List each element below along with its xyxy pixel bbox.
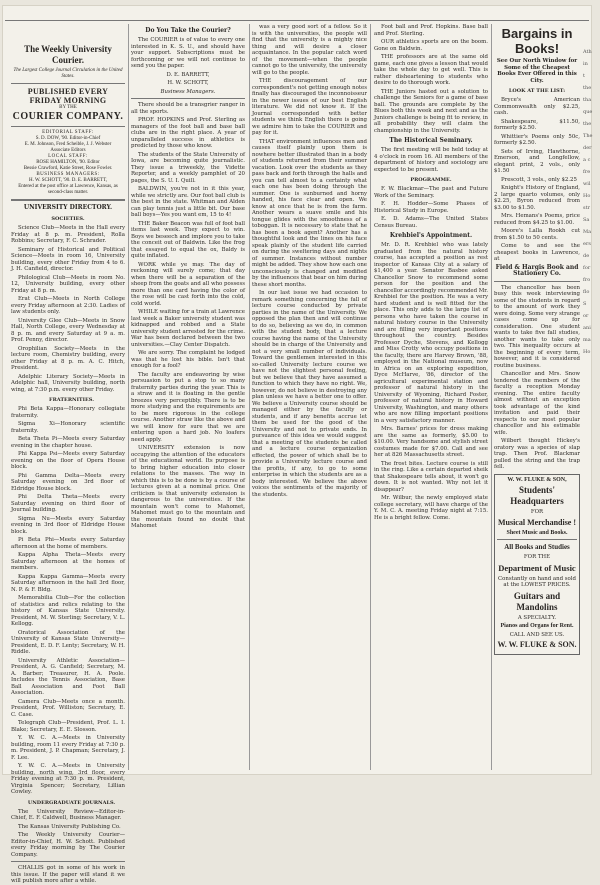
article-paragraph: There should be a transgrier ranger in all the sports. [131,102,245,115]
directory-entry: Science Club—Meets in the Hall every Friday at 8 p. m. President, Rolla Robbins; Secretary, F. C. Schrader. [11,225,125,244]
directory-entry: Phi Beta Kappa—Honorary collegiate fraternity. [11,406,125,419]
article-paragraph: Mr. D. R. Krehbiel who was lately graduated from the natural history course, has accepted a position as rest inspector of Kansas City at a salary of $1,400 a year. Senator Basbee asked Chancellor Snow to recommend some person for the position and the chancellor accordingly recommended Mr. Krehbiel for the position. He was a very hard student and is well fitted for the place. This only adds to the large list of persons who have taken the course in natural history course in the University and are filling very important positions throughout the country. Besides Professor Dyche, Stevens, and Kellogg and Miss Crotty who occupy positions in the faculty, there are Harvey Brown, '88, employed in the National museum, now in Africa on an exploring expedition, Dyce McHarve, '86, director of the agricultural experimental station and professor of natural history in the University of Wyoming, Richard Foster, professor of natural history in Howard University, Washington, and many others who are now filling important positions in a very satisfactory manner. [374,242,488,424]
directory-entry: Phi Gamma Delta—Meets every Saturday evening on 3rd floor of Eldridge House block. [11,472,125,492]
directory-entry: Phi Delta Theta—Meets every Saturday evening on third floor of Journal building. [11,494,125,513]
directory-entry: Camera Club—Meets once a month. President, Prof. Williston; Secretary, E. C. Case. [11,698,125,718]
directory-entry: Adelphic Literary Society—Meets in Adelphic hall, University building, north wing, at 7:30 p.m. every other Friday. [11,373,125,393]
article-paragraph: THE Baker Beacon was full of foot ball items last week. They expect to win. Boys we beseech and implore you to take the conceit out of Baldwin. Like the frog that essayed to equal the ox, Baldy is quite inflated. [131,220,245,259]
article-paragraph: WHILE waiting for a train at Lawrence last week a Baker university student was kidnapped and robbed and a State university student arrested for the crime. War has been declared between the two universities.—Clay Center Dispatch. [131,309,245,348]
article-paragraph: THAT environment influences men and causes itself plainly upon them is nowhere better illustrated than in a body of students returned from their summer vacation. Look over the students as they pass back and forth through the halls and you can tell almost to a certainty what each one has been doing through the summer. One is sunburned and horny handed, his face clear and open. We know at once that he is from the farm. Another wears a suave smile and his tongue glides with the smoothness of a toboggan. It is necessary to state that he has been a book agent? Another has a thoughtful look and the lines on his face speak plainly of the student life carried on during the sweltering days and nights of summer. Instances without number might be added. They show how each one unconsciously is changed and modified by the influences that bear on him during these short months. [252,138,367,288]
krehbiel-head: Krehbiel's Appointment. [389,232,473,239]
directory-entry: The Kansas University Publishing Co. [18,823,121,830]
article-paragraph: THE professors are at the same old game, each one gives a lesson that would take the whole day to get well. This is rather disheartening to students who desire to do thorough work. [374,54,488,86]
fluke-musical: Musical Merchandise ! [497,517,577,527]
column-divider [249,24,250,770]
fluke-for: FOR [530,509,544,515]
strip-fragment: ers [583,241,591,247]
directory-entry: Beta Theta Pi—Meets every Saturday evening in the chapter house. [11,436,125,449]
published-line: PUBLISHED EVERY FRIDAY MORNING [27,87,109,105]
column-divider [370,24,371,770]
column-2 [131,24,245,770]
directory-entry: Kappa Alpha Theta—Meets every Saturday afternoon at the homes of members. [11,552,125,571]
article-paragraph: Chancellor and Mrs. Snow tendered the members of the faculty a reception Monday evening. The entire faculty almost without an exception took advantage of the kind invitation and paid their respects to our most popular chancellor and his estimable wife. [494,371,580,436]
fluke-department: Department of Music [498,562,576,573]
strip-fragment: tha [583,97,592,103]
fluke-name: W. W. FLUKE & SON, [507,476,567,483]
column-3 [252,24,367,770]
masthead-subtitle: The Largest College Journal Circulation in the United States. [13,68,123,79]
directory-entry: Seminary of Historical and Political Science—Meets in room 16, University building, every other Friday from 4 to 6. J. H. Canfield, director. [11,246,125,272]
column-divider [128,24,129,770]
book-item: Sets of Irving, Hawthorne, Emerson, and Longfellow, elegant print, 2 vols., only $1.50 [494,148,580,174]
article-paragraph: In our last issue we had occasion to remark something concerning the fall of lecture course conducted by private parties in the name of the University. We opposed the plan then and will continue to do so, believing as we do, in common with the student body, that a lecture course having the name of the University should be in charge of the University and not a very small number of individuals. Toward the gentlemen interested in this so-called University lecture course we have not the slightest personal feeling, but we believe that they have assumed a function to which they have no right. We, however, do not believe in destroying any plan unless we have a better one to offer. We believe a University course should be managed either by the faculty or students, and if any benefits accrue let them be used for the good of the University and not to private ends. In pursuance of this idea we would suggest that a meeting of the students be called and a lecture course organization effected, the power of which shall be to provide a University lecture course and the profits, if any, to go to some enterprise in which the students are as a body interested. We believe the above voices the sentiments of the majority of the students. [252,290,367,498]
article-paragraph: THE discouragement of our correspondent's not getting enough notes finally has discouraged the inconnoisseur in the newer issues of our best English literature. We did not know it. If the Journal corresponded with better students we think English there is going we admire him to take the COURIER and pay for it. [252,78,367,136]
directory-entry: UNDERGRADUATE JOURNALS. [27,799,116,806]
column-2-paragraphs [131,102,245,530]
strip-fragment: str [583,205,590,211]
directory-title: UNIVERSITY DIRECTORY. [23,204,113,211]
signature: D. E. BARRETT, [166,71,210,78]
article-paragraph: WORK while ye may. The day of reckoning will surely come; that day when there will be a separation of the sheep from the goats and all who possess more than one card having the color of the rose will be cast forth into the cold, cold world. [131,261,245,307]
strip-fragment: The [583,133,593,139]
programme-item: F. H. Hodder—Some Phases of Historical Study in Europe. [374,201,488,214]
bargains-intro: See Our North Window for Some of the Cheapest Books Ever Offered in this City. [496,58,578,84]
column-masthead [11,24,125,884]
strip-fragment: de [583,253,590,259]
directory-entry: Sigma Xi—Honorary scientific fraternity. [11,421,125,434]
strip-fragment: ani [583,325,591,331]
strip-fragment: wil [583,181,591,187]
bargains-title: Bargains in Books! [501,26,573,56]
directory-entry: Orophilian Society—Meets in the lecture room, Chemistry building, every other Friday at 8 p. m. A. C. Hitch, President. [11,345,125,371]
top-rule [5,20,589,21]
strip-fragment: Ath [583,49,592,55]
seminary-text: The first meeting will be held today at 4 o'clock in room 16. All members of the department of history and sociology are expected to be present. [374,147,488,173]
strip-fragment: Sa [583,217,590,223]
strip-fragment: fro [583,277,591,283]
article-paragraph: We are sorry. The complaint he lodged was that he lost his bible. Isn't that enough for a fool? [131,350,245,369]
column-divider [491,24,492,770]
courier-head: Do You Take the Courier? [145,27,231,34]
fluke-call: CALL AND SEE US. [509,631,565,638]
article-paragraph: THE Juniors hasted out a solution to challenge the Seniors for a game of base ball. The grounds are complete by the Blues both this week and next and as the Juniors challenge is being fit to review, in all probability they will claim the championship in the University. [374,88,488,134]
article-paragraph: Mrs. Barnes' prices for dress making are the same as formerly, $5.00 to $10.00. Very handsome and stylish street costumes made for $7.00. Call and see her at 826 Massachusetts street. [374,426,488,458]
company-name: COURIER COMPANY. [12,111,124,122]
local-line: Bessie Crawford, Katie Street, Rose Fowler. [23,166,113,171]
fluke-sheet-music: Sheet Music and Books. [506,529,568,536]
editorial-line: E. M. Johnson, Fred Scheible, J. J. Webster [24,142,112,147]
directory-subtitle: SOCIETIES. [51,216,85,222]
directory-entry: University Athletic Association—President, A. G. Canfield; Secretary, M. A. Barber; Treasurer, H. A. Poole. Includes the Tennis Association, Base Ball Association and Foot Ball Association. [11,657,125,696]
directory-entry: Oratorical Association of the University of Kansas State University—President, E. D. F. Lenty; Secretary, W. H. Riddle. [11,629,125,655]
book-item: Bryce's American Commonwealth only $2.25, cash. [494,97,580,116]
seminary-head: The Historical Seminary. [389,137,473,144]
business-line: H. W. SCHOTT, '90. D. E. BARRETT, [28,178,108,183]
strip-fragment: S [583,301,587,307]
directory-entry: The University Review—Editor-in-Chief, E. F. Caldwell, Business Manager. [11,808,125,821]
directory-entry: Philological Club—Meets in room No. 12, University building, every other Friday at 8 p. m. [11,274,125,294]
book-item: Prescott, 3 vols., only $2.25 [501,176,577,183]
article-paragraph: OUR athletics sports are on the boom. Gone on Baldwin. [374,39,488,52]
fluke-all-books: All Books and Studies [504,543,570,551]
editorial-line: Associate Editors [50,148,86,153]
strip-fragment: der [583,145,592,151]
strip-fragment: a c [583,157,591,163]
strip-fragment: Ho [583,193,591,199]
book-list [494,97,580,263]
strip-fragment: the [583,85,592,91]
programme-item: E. D. Adams—The United States Census Bureau. [374,216,488,229]
fluke-specialty: A SPECIALTY. [517,614,557,621]
article-paragraph: The students of the State University of Iowa, are becoming quite journalistic. They issue a triweekly, the Vidette Reporter, and a weekly pamphlet of 20 pages, the S. U. I. Quill. [131,151,245,184]
strip-fragment: the [583,121,592,127]
article-paragraph: Foot ball and Prof. Hopkins. Base ball and Prof. Sterling. [374,24,488,37]
courier-notice: The COURIER is of value to every one interested in K. S. U., and should have your support. Subscriptions must be forthcoming or we will not continue to send you the paper. [131,37,245,69]
directory-entry: Sigma Nu—Meets every Saturday evening in 3rd floor of Eldridge House block. [11,515,125,535]
by-line: BY THE [59,105,77,110]
directory-entry: Telegraph Club—President, Prof. L. I. Blake; Secretary, E. E. Slosson. [11,720,125,733]
book-item: Moore's Lalla Rookh cut from $1.50 to 50 cents. [494,228,580,241]
directory-entry: Memorabilia Club—For the collection of statistics and relics relating to the history of Kansas State University. President, M. W. Sterling; Secretary, V. L. Kellogg. [11,595,125,627]
signature-title: Business Managers. [160,88,216,95]
local-head: LOCAL STAFF: [48,154,88,159]
article-paragraph: The chancellor has been busy this week interviewing some of the students in regard to the amount of work they were doing. Some very strange cases come up for consideration. One student wants to take five fall studies, another wants to take only two. This inequality occurs at the beginning of every term, however, and it is considered routine business. [494,284,580,369]
fluke-advertisement [494,474,580,656]
directory-footer: CHALLIS got in some of his work in this issue. If the paper will stand it we will publish more after a while. [11,865,125,884]
editorial-line: S. D. DOW, '90. Editor-in-Chief [35,136,101,141]
column-3-paragraphs [252,24,367,498]
article-paragraph: The faculty are endeavoring by wise persuasion to put a stop to so many fraternity parties during the year. This is a straw and it is floating in the gentle breezes very perceptibly. There is to be more studying and the requirements are to be more rigorous in the college course. Another straw like the above and we will know for sure that we are entering upon a hard job. No loafers need apply. [131,371,245,443]
fluke-bottom-name: W. W. FLUKE & SON. [497,640,577,649]
list-head: LOOK AT THE LIST: [508,88,566,94]
strip-fragment: fre [583,169,591,175]
article-paragraph: The frost bites. Lecture course is still in the ring. Like a certain departed sheik that Shakespeare tells about, it won't go down. It is not wanted. Why not let it disappear? [374,460,488,493]
programme-item: F. W. Blackmar—The past and Future Work of the Seminary. [374,186,488,199]
article-paragraph: UNIVERSITY extension is now occupying the attention of the educators of the educational world. Its purpose is to bring higher education into closer relations to the masses. The way in which this is to be done is by a course of lectures given at a nominal price. One criticism is that university extension is dangerous to the universities. If the mountain won't come to Mahomet, Mahomet must go to the mountain and the mountain found no doubt that Mahomet [131,445,245,529]
book-item: Shakespeare, $11.50, formerly $2.50. [494,118,580,131]
strip-fragment: Ma [583,229,592,235]
article-paragraph: BALDWIN, you're not in it this year, while we strictly are. Our foot ball club is the best in the state. Whitman and Alden can play tennis just a little bit. Our base ball boys—Yes you want em, 15 to 4! [131,186,245,218]
strip-fragment: Ho [583,349,591,355]
programme-head: PROGRAMME. [410,177,452,183]
article-paragraph: was a very good sort of a fellow. So it is with the universities, the people will find that the university is a mighty nice thing and will desire a closer acquaintance. In the popular catch word of the movement—when the people cannot go to the university, the university will go to the people. [252,24,367,76]
book-item: Come to and see the cheapest books in Lawrence, at [494,243,580,262]
business-line: Entered at the post office at Lawrence, Kansas, as second-class matter. [18,184,118,195]
directory-entry: FRATERNITIES. [49,397,94,403]
strip-fragment: for [583,265,591,271]
column-ads [494,24,580,770]
directory-entry: Erat Club—Meets in North College every Friday afternoon at 2:30. Ladies of law students only. [11,296,125,315]
book-item: Knight's History of England, 2 large quarto volumes, only $2.25, Byron reduced from $3.00 to $1.50. [494,185,580,211]
krehbiel-paragraphs [374,242,488,521]
newspaper-page [3,6,593,884]
signature: H. W. SCHOTT, [167,80,209,86]
directory-entry: Pi Beta Phi—Meets every Saturday afternoon at the home of members. [11,537,125,550]
adjacent-page-strip [583,46,591,746]
directory-entry: Y. W. C. A.—Meets in University building, room 11 every Friday at 7:30 p. m. President, J. P. Chapman; Secretary, J. F. Lee. [11,735,125,761]
column-4-paragraphs [374,24,488,134]
masthead [11,44,125,201]
article-paragraph: PROF. HOPKINS and Prof. Sterling as managers of the foot ball and base ball clubs are in the right place. A year of unparalleled success in athletics is predicted by those who know. [131,117,245,149]
strip-fragment: flo [583,289,590,295]
article-paragraph: Wilbert thought Hickey's oratory was a species of slap trap. Then Prof. Blackmar pulled the string and the trap fell. [494,438,580,470]
fluke-guitars: Guitars and Mandolins [513,590,561,612]
strip-fragment: in t [583,61,588,79]
business-head: BUSINESS MANAGERS: [36,172,100,177]
strip-fragment: que [583,109,593,115]
directory-entry: Y. W. C. A.—Meets in University building, north wing, 3rd floor, every Friday evening at 7:30 p. m. President, Virginia Spencer; Secretary, Lillian Cowley. [11,763,125,795]
masthead-title: The Weekly University Courier. [24,44,112,65]
strip-fragment: ma [583,337,591,343]
directory-entry: The Weekly University Courier—Editor-in-Chief, H. W. Schott. Published every Friday morning by The Courier Company. [11,832,125,858]
book-item: Mrs. Hemans's Poems, price reduced from $4.25 to $1.00. [494,213,580,226]
directory-entry: Kappa Kappa Gamma—Meets every Saturday afternoon in the hall 3rd floor, N. P. & F. Bldg. [11,573,125,593]
directory-entry: Phi Kappa Psi—Meets every Saturday evening on the floor of Opera House block. [11,451,125,470]
fluke-headquarters: Students' Headquarters [510,485,564,506]
column-5-paragraphs [494,285,580,471]
fluke-pianos: Pianos and Organs for Rent. [500,623,574,629]
store-name: Field & Hargis Book and Stationery Co. [495,263,579,277]
directory-entry: University Glee Club—Meets in Snow Hall, North College, every Wednesday at 8 p. m. and every Saturday at 9 a. m. Prof. Penny, director. [11,317,125,343]
fluke-constantly: Constantly on hand and sold at the LOWEST PRICES. [498,575,576,588]
directory-list [11,225,125,858]
editorial-head: EDITORIAL STAFF: [42,130,94,135]
strip-fragment: or [583,313,589,319]
article-paragraph: Mr. Wilbur, the newly employed state college secretary, will have charge of the Y. M. C. A. meeting Friday night at 7:15. He is a bright fellow. Come. [374,495,488,521]
column-4 [374,24,488,770]
local-line: ROSE HAMILTON, '90. Editor [36,160,100,165]
fluke-for-the: FOR THE [523,554,551,560]
book-item: Whittier's Poems only 50c, formerly $2.50. [494,133,580,146]
